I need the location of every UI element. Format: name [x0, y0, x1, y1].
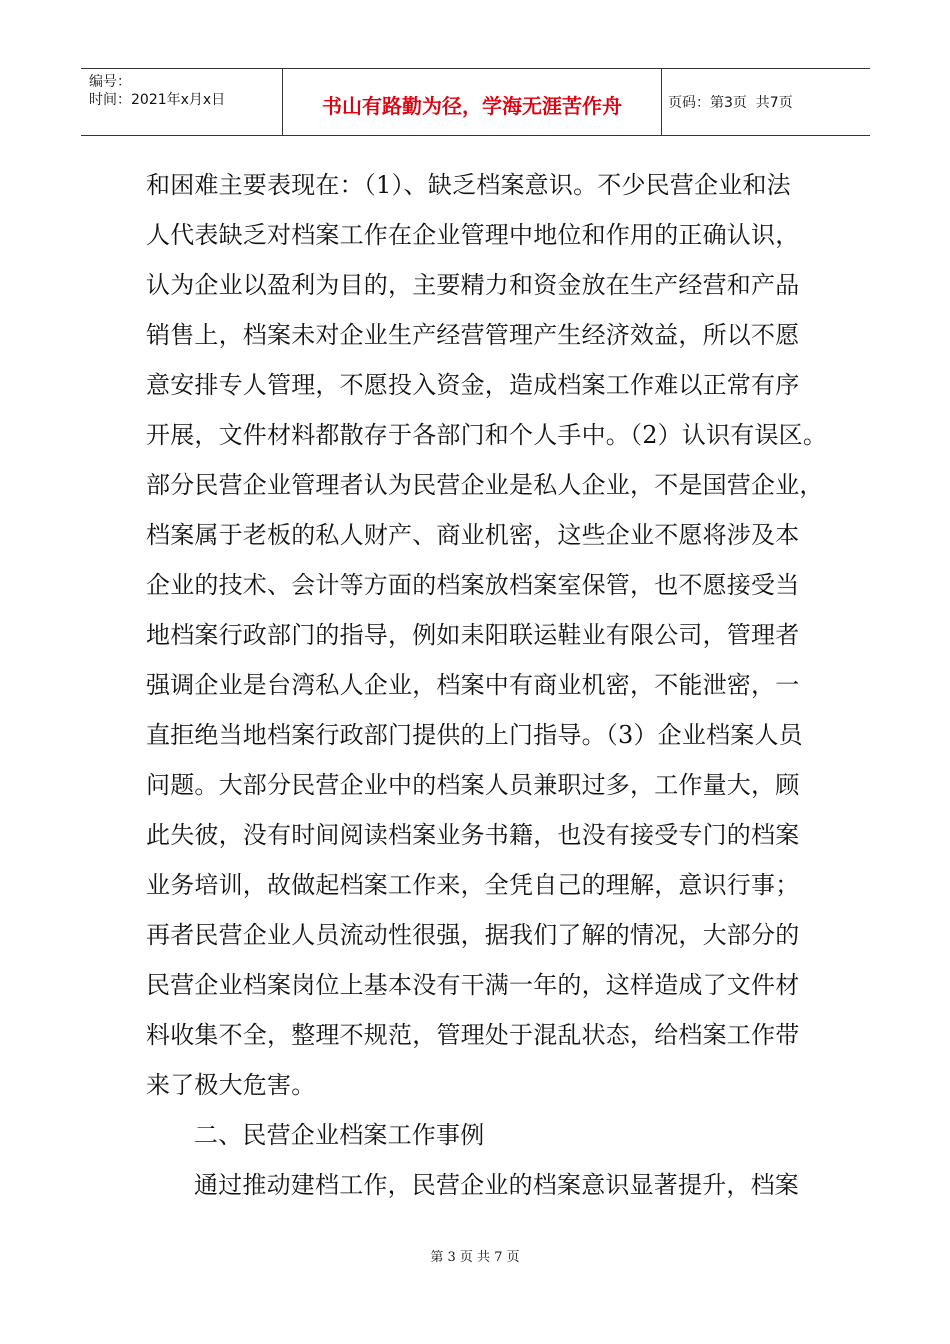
body-line: 地档案行政部门的指导，例如耒阳联运鞋业有限公司，管理者 [146, 621, 800, 649]
body-line: 和困难主要表现在：（1）、缺乏档案意识。不少民营企业和法 [146, 171, 791, 199]
body-line: 强调企业是台湾私人企业，档案中有商业机密，不能泄密，一 [146, 671, 800, 699]
body-line: 来了极大危害。 [146, 1071, 316, 1099]
body-line: 业务培训，故做起档案工作来，全凭自己的理解，意识行事； [146, 871, 800, 899]
body-line: 问题。大部分民营企业中的档案人员兼职过多，工作量大，顾 [146, 771, 800, 799]
body-line: 民营企业档案岗位上基本没有干满一年的，这样造成了文件材 [146, 971, 800, 999]
body-line: 人代表缺乏对档案工作在企业管理中地位和作用的正确认识， [146, 221, 800, 249]
body-line: 企业的技术、会计等方面的档案放档案室保管，也不愿接受当 [146, 571, 800, 599]
body-line: 再者民营企业人员流动性很强，据我们了解的情况，大部分的 [146, 921, 800, 949]
document-body [146, 160, 828, 1210]
body-line: 料收集不全，整理不规范，管理处于混乱状态，给档案工作带 [146, 1021, 800, 1049]
body-line: 通过推动建档工作，民营企业的档案意识显著提升，档案 [194, 1171, 799, 1199]
header-motto: 书山有路勤为径，学海无涯苦作舟 [322, 93, 622, 118]
body-line: 此失彼，没有时间阅读档案业务书籍，也没有接受专门的档案 [146, 821, 800, 849]
page-header [81, 68, 870, 136]
body-line: 部分民营企业管理者认为民营企业是私人企业，不是国营企业， [146, 471, 824, 499]
document-time-label: 时间：2021年x月x日 [89, 92, 226, 108]
body-line: 销售上，档案未对企业生产经营管理产生经济效益，所以不愿 [146, 321, 800, 349]
body-line: 认为企业以盈利为目的，主要精力和资金放在生产经营和产品 [146, 271, 800, 299]
body-line: 档案属于老板的私人财产、商业机密，这些企业不愿将涉及本 [146, 521, 800, 549]
document-number-label: 编号： [89, 74, 131, 90]
header-motto-cell [283, 69, 662, 135]
body-line: 直拒绝当地档案行政部门提供的上门指导。（3）企业档案人员 [146, 721, 803, 749]
header-page-cell [662, 69, 870, 135]
body-line: 意安排专人管理，不愿投入资金，造成档案工作难以正常有序 [146, 371, 800, 399]
header-page-label: 页码：第3页 共7页 [668, 95, 793, 111]
body-line: 开展，文件材料都散存于各部门和个人手中。（2）认识有误区。 [146, 421, 828, 449]
page-footer: 第 3 页 共 7 页 [430, 1250, 520, 1265]
header-meta-cell [81, 69, 283, 135]
section-heading: 二、民营企业档案工作事例 [194, 1121, 485, 1149]
